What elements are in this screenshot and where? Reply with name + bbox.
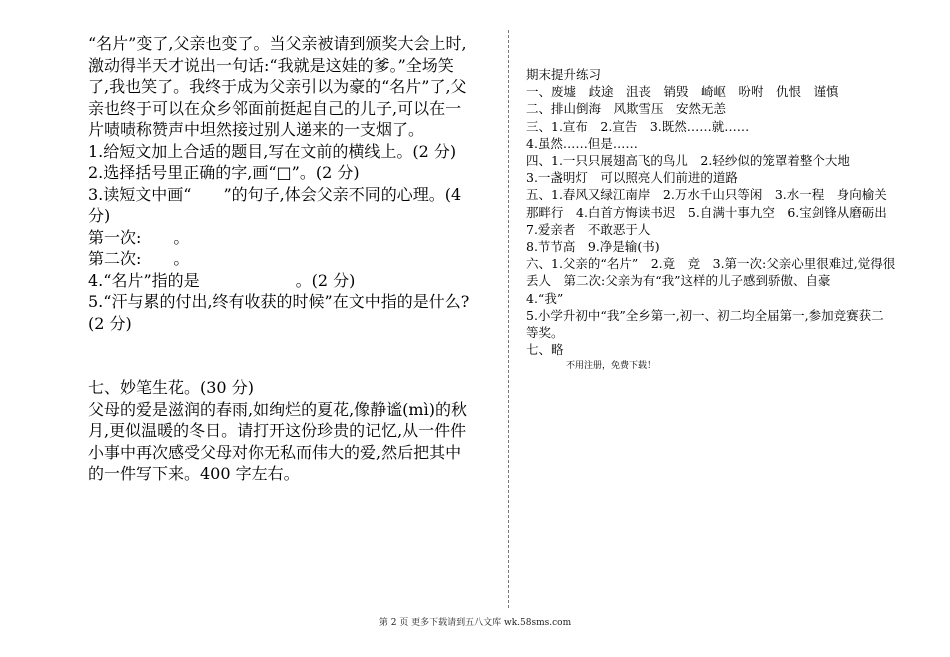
left-column — [88, 33, 473, 485]
answer-line: 六、1.父亲的“名片” 2.竟 竞 3.第一次:父亲心里很难过,觉得很丢人 第二次:父亲为有“我”这样的儿子感到骄傲、自豪 — [526, 256, 896, 289]
question-3: 3.读短文中画“ ”的句子,体会父亲不同的心理。(4 分) — [88, 184, 462, 225]
question-3-first: 第一次: 。 — [88, 227, 190, 247]
answer-line: 五、1.春风又绿江南岸 2.万水千山只等闲 3.水一程 身向榆关那畔行 4.白首方悔读书迟 5.自满十事九空 6.宝剑锋从磨砺出 7.爱亲者 不敢恶于人 — [526, 187, 900, 237]
section-7-title: 七、妙笔生花。(30 分) — [88, 378, 254, 397]
free-download-note: 不用注册，免费下载！ — [566, 361, 657, 372]
answer-line: 5.小学升初中“我”全乡第一,初一、初二均全届第一,参加竞赛获二等奖。 — [526, 307, 884, 341]
answer-line: 七、略 — [526, 342, 564, 358]
reading-paragraph: “名片”变了,父亲也变了。当父亲被请到颁奖大会上时,激动得半天才说出一句话:“我就是这娃的爹。”全场笑了,我也笑了。我终于成为父亲引以为豪的“名片”了,父亲也终于可以在众乡邻面前挺起自己的儿子,可以在一片啧啧称赞声中坦然接过别人递来的一支烟了。 — [88, 34, 467, 139]
question-2: 2.选择括号里正确的字,画“□”。(2 分) — [88, 163, 360, 182]
answer-line: 一、废墟 歧途 沮丧 销毁 崎岖 吩咐 仇恨 谨慎 — [526, 84, 839, 100]
answer-line: 三、1.宣布 2.宣告 3.既然……就…… — [526, 118, 750, 134]
answer-line: 4.虽然……但是…… — [526, 135, 638, 151]
question-1: 1.给短文加上合适的题目,写在文前的横线上。(2 分) — [88, 141, 457, 161]
answer-column — [526, 66, 900, 373]
page-footer: 第 2 页 更多下载请到五八文库 wk.58sms.com — [378, 618, 572, 628]
answer-line: 4.“我” — [526, 290, 564, 306]
question-3-second: 第二次: 。 — [88, 249, 190, 268]
question-5: 5.“汗与累的付出,终有收获的时候”在文中指的是什么?(2 分) — [88, 292, 470, 333]
question-4: 4.“名片”指的是 。(2 分) — [88, 270, 356, 290]
section-gap — [88, 334, 473, 377]
answer-line: 8.节节高 9.净是输(书) — [526, 239, 660, 255]
answer-line: 四、1.一只只展翅高飞的鸟儿 2.轻纱似的笼罩着整个大地 — [526, 153, 850, 169]
answer-line: 二、排山倒海 风欺雪压 安然无恙 — [526, 101, 727, 117]
answer-line: 3.一盏明灯 可以照亮人们前进的道路 — [526, 170, 738, 186]
answer-title: 期末提升练习 — [526, 67, 602, 82]
section-7-body: 父母的爱是滋润的春雨,如绚烂的夏花,像静谧(mì)的秋月,更似温暖的冬日。请打开这份珍贵的记忆,从一件件小事中再次感受父母对你无私而伟大的爱,然后把其中的一件写下来。400 字左右。 — [88, 399, 467, 483]
column-divider — [508, 30, 509, 608]
